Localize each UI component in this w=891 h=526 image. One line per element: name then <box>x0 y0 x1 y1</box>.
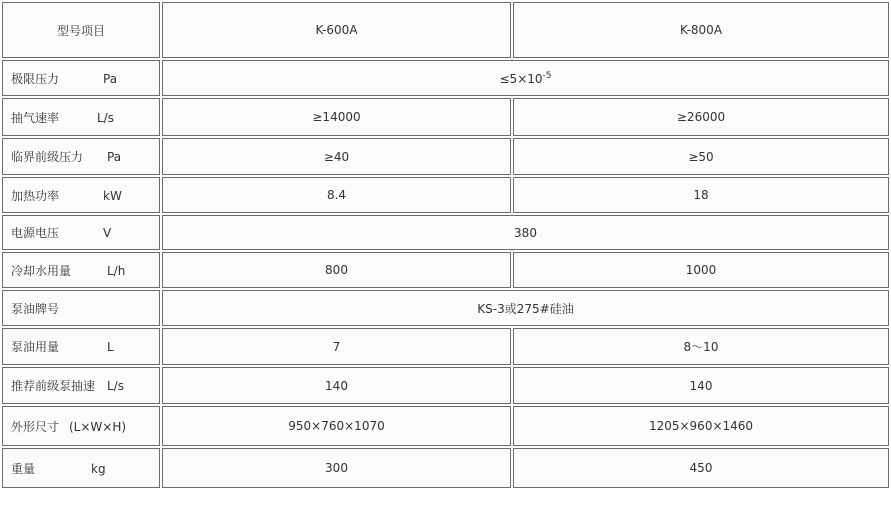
header-item-cell: 型号项目 <box>2 2 160 58</box>
value-b-cell: 18 <box>513 177 889 213</box>
row-name: 外形尺寸 <box>11 419 60 434</box>
row-label-cell <box>2 448 160 488</box>
row-name: 重量 <box>11 461 36 476</box>
row-label-cell <box>2 215 160 250</box>
table-row <box>2 60 889 96</box>
value-b-cell: 1000 <box>513 252 889 288</box>
value-b-cell: 450 <box>513 448 889 488</box>
row-label-cell <box>2 328 160 365</box>
row-label-cell <box>2 60 160 96</box>
row-label-cell <box>2 177 160 213</box>
value-a-cell: 300 <box>162 448 511 488</box>
value-b-cell: 8～10 <box>513 328 889 365</box>
value-a-cell: 8.4 <box>162 177 511 213</box>
row-unit: kW <box>103 188 122 203</box>
row-name: 泵油牌号 <box>11 301 60 316</box>
row-label-cell <box>2 252 160 288</box>
table-row <box>2 367 889 404</box>
value-a-cell: ≥40 <box>162 138 511 175</box>
table-row <box>2 252 889 288</box>
value-base: ≤5×10 <box>499 71 543 86</box>
value-a-cell: ≥14000 <box>162 98 511 136</box>
row-name: 极限压力 <box>11 71 60 86</box>
row-unit: L/s <box>107 379 124 393</box>
value-b-cell: ≥26000 <box>513 98 889 136</box>
row-name: 加热功率 <box>11 188 60 203</box>
row-name: 泵油用量 <box>11 340 60 354</box>
row-unit: Pa <box>103 71 118 86</box>
row-name: 推荐前级泵抽速 <box>11 379 96 393</box>
row-name: 冷却水用量 <box>11 263 72 278</box>
row-unit: L/h <box>107 263 126 278</box>
row-name: 抽气速率 <box>11 110 60 125</box>
row-unit: L/s <box>97 110 114 125</box>
value-b-cell: ≥50 <box>513 138 889 175</box>
row-label-cell <box>2 98 160 136</box>
value-a-cell: 7 <box>162 328 511 365</box>
value-a-cell: 800 <box>162 252 511 288</box>
row-name: 电源电压 <box>11 226 60 240</box>
table-row <box>2 98 889 136</box>
table-row <box>2 177 889 213</box>
merged-value-cell: KS-3或275#硅油 <box>162 290 889 326</box>
value-exponent: -5 <box>542 70 552 81</box>
table-row <box>2 215 889 250</box>
value-b-cell: 140 <box>513 367 889 404</box>
row-label-cell <box>2 290 160 326</box>
header-model-a-cell: K-600A <box>162 2 511 58</box>
value-a-cell: 950×760×1070 <box>162 406 511 446</box>
row-label-cell <box>2 406 160 446</box>
table-row <box>2 138 889 175</box>
row-unit: V <box>103 226 112 240</box>
table-row <box>2 328 889 365</box>
row-unit: Pa <box>107 150 122 164</box>
header-row <box>2 2 889 58</box>
table-row <box>2 290 889 326</box>
table-row <box>2 406 889 446</box>
value-b-cell: 1205×960×1460 <box>513 406 889 446</box>
table-row <box>2 448 889 488</box>
row-name: 临界前级压力 <box>11 150 84 164</box>
row-label-cell <box>2 138 160 175</box>
header-model-b-cell: K-800A <box>513 2 889 58</box>
row-label-cell <box>2 367 160 404</box>
row-unit: (L×W×H) <box>69 419 127 434</box>
row-unit: L <box>107 340 114 354</box>
value-a-cell: 140 <box>162 367 511 404</box>
merged-value-cell: 380 <box>162 215 889 250</box>
row-unit: kg <box>91 461 106 476</box>
merged-value-cell <box>162 60 889 96</box>
